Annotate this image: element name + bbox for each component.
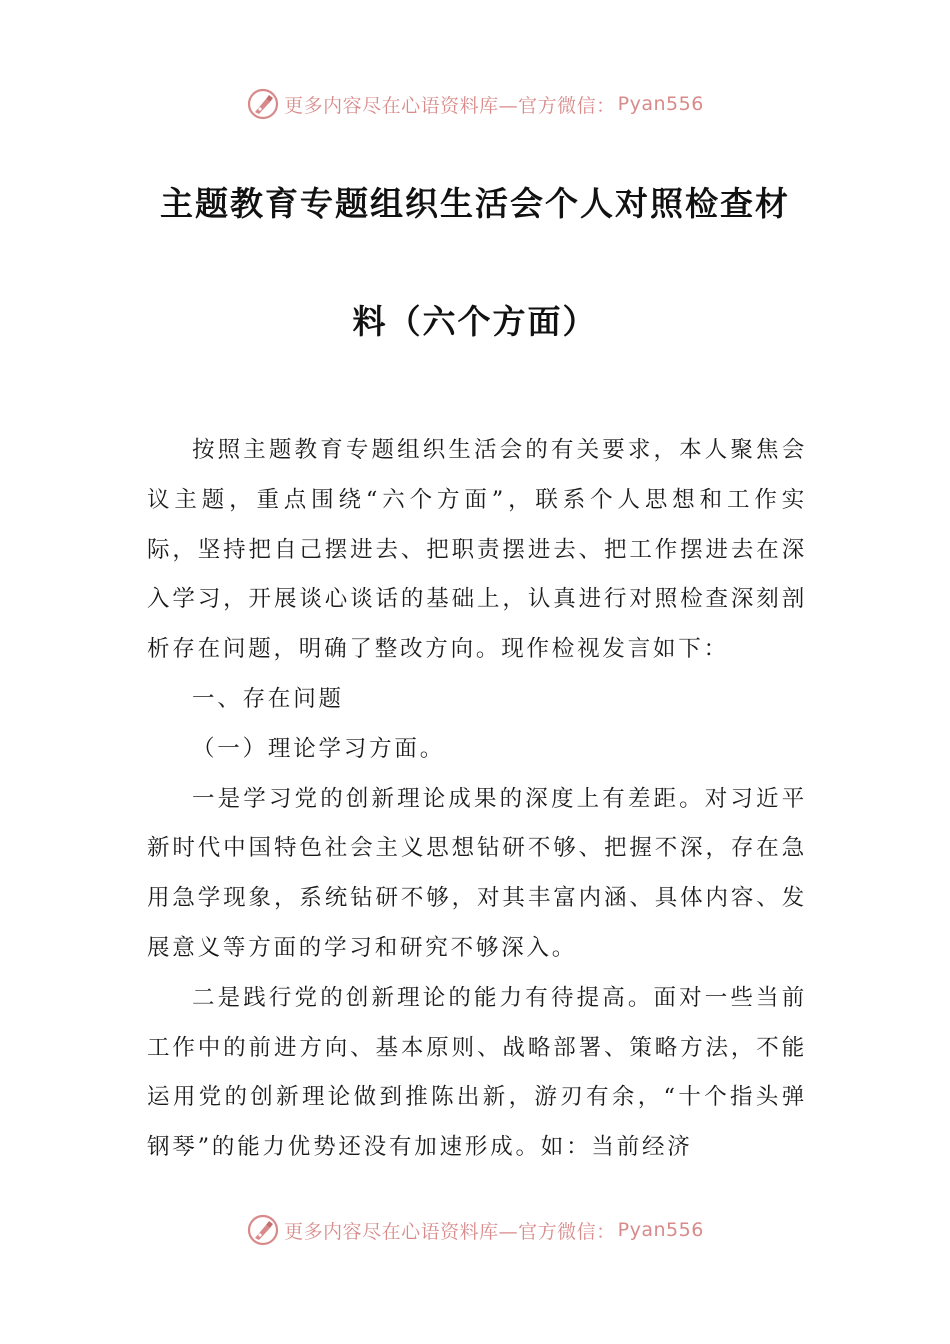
watermark-wechat-id: Pyan556 <box>617 93 704 115</box>
document-title-line1: 主题教育专题组织生活会个人对照检查材 <box>160 184 790 223</box>
document-body <box>147 426 807 1173</box>
watermark-footer <box>0 1210 950 1250</box>
paragraph-point-1: 一是学习党的创新理论成果的深度上有差距。对习近平新时代中国特色社会主义思想钻研不够、把握不深，存在急用急学现象，系统钻研不够，对其丰富内涵、具体内容、发展意义等方面的学习和研究不够深入。 <box>147 785 807 961</box>
paragraph-intro: 按照主题教育专题组织生活会的有关要求，本人聚焦会议主题，重点围绕“六个方面”，联系个人思想和工作实际，坚持把自己摆进去、把职责摆进去、把工作摆进去在深入学习，开展谈心谈话的基础上，认真进行对照检查深刻剖析存在问题，明确了整改方向。现作检视发言如下： <box>147 437 807 663</box>
watermark-text: 更多内容尽在心语资料库—官方微信： <box>284 1220 616 1243</box>
watermark-wechat-id: Pyan556 <box>617 1219 704 1241</box>
section-heading: 一、存在问题 <box>192 685 344 712</box>
paragraph-point-2: 二是践行党的创新理论的能力有待提高。面对一些当前工作中的前进方向、基本原则、战略部署、策略方法，不能运用党的创新理论做到推陈出新，游刃有余，“十个指头弹钢琴”的能力优势还没有加速形成。如：当前经济 <box>147 984 807 1161</box>
document-title-line2: 料（六个方面） <box>352 302 598 341</box>
watermark-header <box>0 84 950 124</box>
pen-nib-icon <box>246 87 280 121</box>
pen-nib-icon <box>246 1213 280 1247</box>
watermark-text: 更多内容尽在心语资料库—官方微信： <box>284 94 616 117</box>
subsection-heading: （一）理论学习方面。 <box>192 735 446 762</box>
